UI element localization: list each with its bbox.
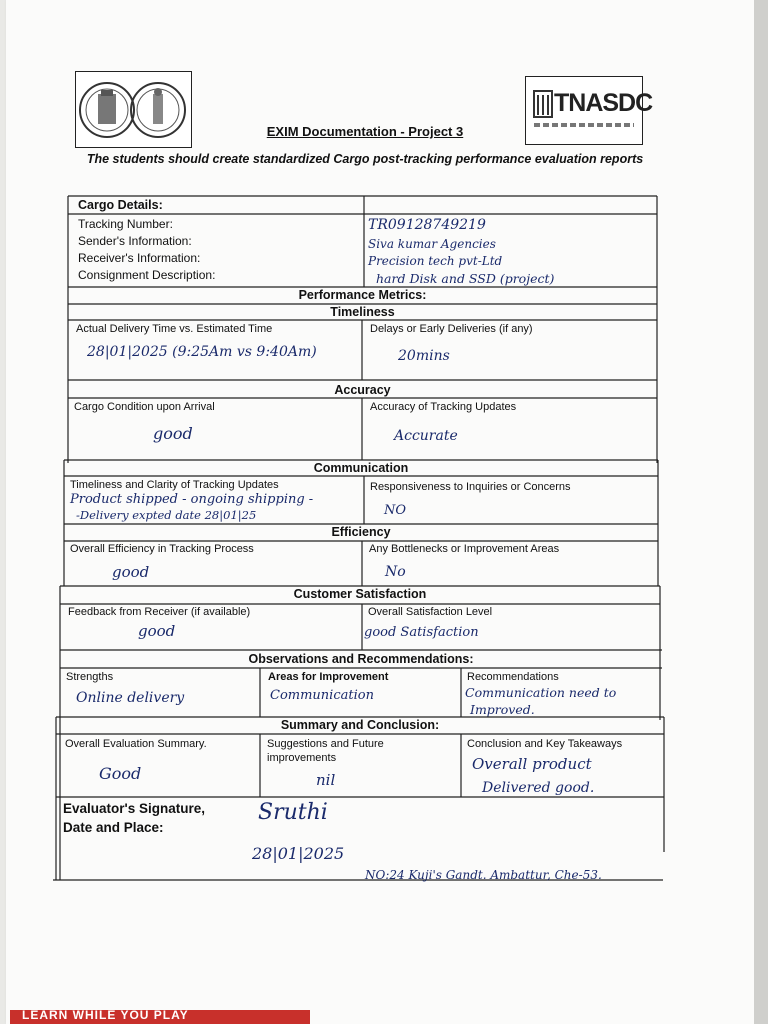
strengths-label: Strengths <box>66 671 114 683</box>
overall-evaluation-value: Good <box>99 764 142 783</box>
suggestions-label-line2: improvements <box>267 752 337 764</box>
suggestions-label-line1: Suggestions and Future <box>267 738 384 750</box>
areas-for-improvement-label: Areas for Improvement <box>268 671 389 683</box>
receiver-info-value: Precision tech pvt-Ltd <box>368 254 503 268</box>
evaluator-signature-label: Evaluator's Signature, <box>63 801 206 816</box>
conclusion-value-line2: Delivered good. <box>482 780 595 796</box>
bottlenecks-label: Any Bottlenecks or Improvement Areas <box>369 543 560 555</box>
evaluator-signature: Sruthi <box>258 800 328 825</box>
cargo-details-heading: Cargo Details: <box>78 198 163 212</box>
responsiveness-label: Responsiveness to Inquiries or Concerns <box>370 481 571 493</box>
areas-for-improvement-value: Communication <box>270 688 374 703</box>
sender-info-value: Siva kumar Agencies <box>368 237 496 251</box>
communication-heading: Communication <box>313 461 409 475</box>
strengths-value: Online delivery <box>76 690 185 706</box>
actual-vs-estimated-label: Actual Delivery Time vs. Estimated Time <box>76 323 273 335</box>
suggestions-value: nil <box>316 771 336 789</box>
conclusion-label: Conclusion and Key Takeaways <box>467 738 623 750</box>
actual-vs-estimated-value: 28|01|2025 (9:25Am vs 9:40Am) <box>87 344 317 360</box>
satisfaction-level-value: good Satisfaction <box>364 625 479 640</box>
recommendations-value-line1: Communication need to <box>465 685 617 700</box>
delays-value: 20mins <box>398 348 450 364</box>
satisfaction-level-label: Overall Satisfaction Level <box>368 606 493 618</box>
signature-date: 28|01|2025 <box>252 844 345 863</box>
footer-banner-text: LEARN WHILE YOU PLAY <box>22 1008 189 1022</box>
date-place-label: Date and Place: <box>63 820 164 835</box>
performance-metrics-heading: Performance Metrics: <box>298 288 427 302</box>
tracking-clarity-value-line1: Product shipped - ongoing shipping - <box>70 492 314 507</box>
document-subtitle: The students should create standardized Cargo post-tracking performance evaluation reports <box>86 152 644 166</box>
recommendations-value-line2: Improved. <box>470 702 535 717</box>
receiver-feedback-label: Feedback from Receiver (if available) <box>68 606 251 618</box>
document-title: EXIM Documentation - Project 3 <box>266 124 464 139</box>
tracking-number-label: Tracking Number: <box>78 217 173 231</box>
tracking-accuracy-label: Accuracy of Tracking Updates <box>370 401 517 413</box>
receiver-feedback-value: good <box>138 622 176 640</box>
recommendations-label: Recommendations <box>467 671 559 683</box>
consignment-description-label: Consignment Description: <box>78 268 216 282</box>
overall-evaluation-label: Overall Evaluation Summary. <box>65 738 207 750</box>
tracking-accuracy-value: Accurate <box>394 428 458 444</box>
observations-heading: Observations and Recommendations: <box>248 652 474 666</box>
responsiveness-value: NO <box>384 503 407 518</box>
tracking-clarity-label: Timeliness and Clarity of Tracking Updates <box>70 479 279 491</box>
efficiency-heading: Efficiency <box>331 525 391 539</box>
tnasdc-logo-text: TNASDC <box>554 89 653 117</box>
tracking-number-value: TR09128749219 <box>368 217 486 233</box>
tracking-clarity-value-line2: -Delivery expted date 28|01|25 <box>76 508 257 522</box>
overall-efficiency-value: good <box>112 563 150 581</box>
delays-label: Delays or Early Deliveries (if any) <box>370 323 533 335</box>
conclusion-value-line1: Overall product <box>472 755 592 773</box>
accuracy-heading: Accuracy <box>334 383 391 397</box>
cargo-condition-value: good <box>153 424 193 443</box>
consignment-description-value: hard Disk and SSD (project) <box>376 271 555 286</box>
receiver-info-label: Receiver's Information: <box>78 251 201 265</box>
signature-place: NO:24 Kuji's Gandt. Ambattur, Che-53. <box>365 868 602 882</box>
summary-heading: Summary and Conclusion: <box>280 718 440 732</box>
overall-efficiency-label: Overall Efficiency in Tracking Process <box>70 543 254 555</box>
sender-info-label: Sender's Information: <box>78 234 192 248</box>
timeliness-heading: Timeliness <box>330 305 395 319</box>
bottlenecks-value: No <box>385 564 406 580</box>
cargo-condition-label: Cargo Condition upon Arrival <box>74 401 215 413</box>
customer-satisfaction-heading: Customer Satisfaction <box>293 587 427 601</box>
